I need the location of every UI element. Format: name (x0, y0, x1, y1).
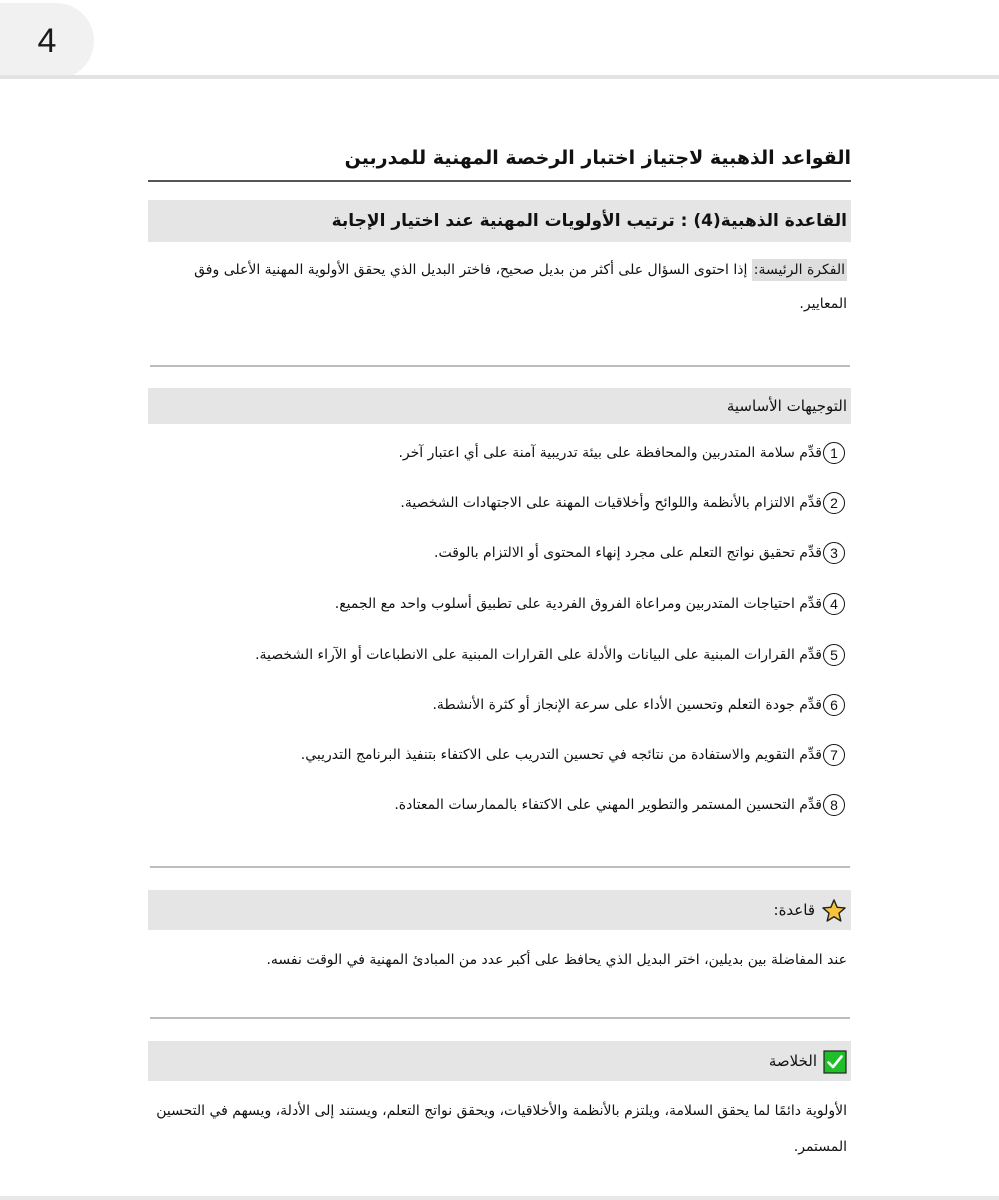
list-item (148, 740, 851, 770)
item-number: 1 (823, 442, 845, 464)
item-text: قدِّم الالتزام بالأنظمة واللوائح وأخلاقيات المهنة على الاجتهادات الشخصية. (400, 495, 822, 511)
item-text: قدِّم تحقيق نواتج التعلم على مجرد إنهاء المحتوى أو الالتزام بالوقت. (434, 545, 822, 561)
star-icon (821, 898, 847, 924)
list-item (148, 538, 851, 568)
item-text: قدِّم التقويم والاستفادة من نتائجه في تحسين التدريب على الاكتفاء بتنفيذ البرنامج التدريبي. (300, 747, 822, 763)
section-divider (150, 1017, 850, 1019)
summary-heading (148, 1041, 851, 1081)
rule-box-label: قاعدة: (773, 901, 815, 919)
page-number: 4 (37, 21, 57, 60)
document-title: القواعد الذهبية لاجتياز اختبار الرخصة المهنية للمدربين (344, 147, 851, 169)
item-number: 7 (823, 744, 845, 766)
item-number: 2 (823, 492, 845, 514)
list-item (148, 488, 851, 518)
list-item (148, 589, 851, 619)
item-number: 5 (823, 644, 845, 666)
item-text: قدِّم القرارات المبنية على البيانات والأدلة على القرارات المبنية على الانطباعات أو الآراء الشخصية. (255, 647, 822, 663)
item-number: 3 (823, 542, 845, 564)
list-item (148, 790, 851, 820)
footer-divider (0, 1196, 999, 1200)
section-divider (150, 866, 850, 868)
list-item (148, 690, 851, 720)
summary-label: الخلاصة (768, 1052, 817, 1070)
rule-box-text: عند المفاضلة بين بديلين، اختر البديل الذي يحافظ على أكبر عدد من المبادئ المهنية في الوقت نفسه. (266, 952, 847, 968)
item-number: 6 (823, 694, 845, 716)
summary-text: الأولوية دائمًا لما يحقق السلامة، ويلتزم بالأنظمة والأخلاقيات، ويحقق نواتج التعلم، ويستند إلى الأدلة، ويسهم في التحسين المستمر. (156, 1103, 847, 1155)
item-text: قدِّم جودة التعلم وتحسين الأداء على سرعة الإنجاز أو كثرة الأنشطة. (432, 697, 822, 713)
main-idea-text: إذا احتوى السؤال على أكثر من بديل صحيح، فاختر البديل الذي يحقق الأولوية المهنية الأعلى وفق المعايير. (194, 262, 847, 312)
check-icon (823, 1050, 847, 1074)
main-idea (148, 253, 851, 321)
title-underline (148, 180, 851, 182)
item-number: 4 (823, 593, 845, 615)
main-idea-label: الفكرة الرئيسة: (752, 259, 847, 281)
section-divider (150, 365, 850, 367)
header-divider (0, 75, 999, 79)
list-item (148, 640, 851, 670)
item-number: 8 (823, 794, 845, 816)
item-text: قدِّم سلامة المتدربين والمحافظة على بيئة تدريبية آمنة على أي اعتبار آخر. (398, 445, 822, 461)
item-text: قدِّم احتياجات المتدربين ومراعاة الفروق الفردية على تطبيق أسلوب واحد مع الجميع. (334, 596, 822, 612)
list-item (148, 438, 851, 468)
guidelines-heading: التوجيهات الأساسية (148, 388, 851, 424)
page-number-tab (0, 3, 94, 79)
rule-box-heading (148, 890, 851, 930)
rule-heading: القاعدة الذهبية(4) : ترتيب الأولويات المهنية عند اختيار الإجابة (148, 200, 851, 242)
item-text: قدِّم التحسين المستمر والتطوير المهني على الاكتفاء بالممارسات المعتادة. (394, 797, 822, 813)
